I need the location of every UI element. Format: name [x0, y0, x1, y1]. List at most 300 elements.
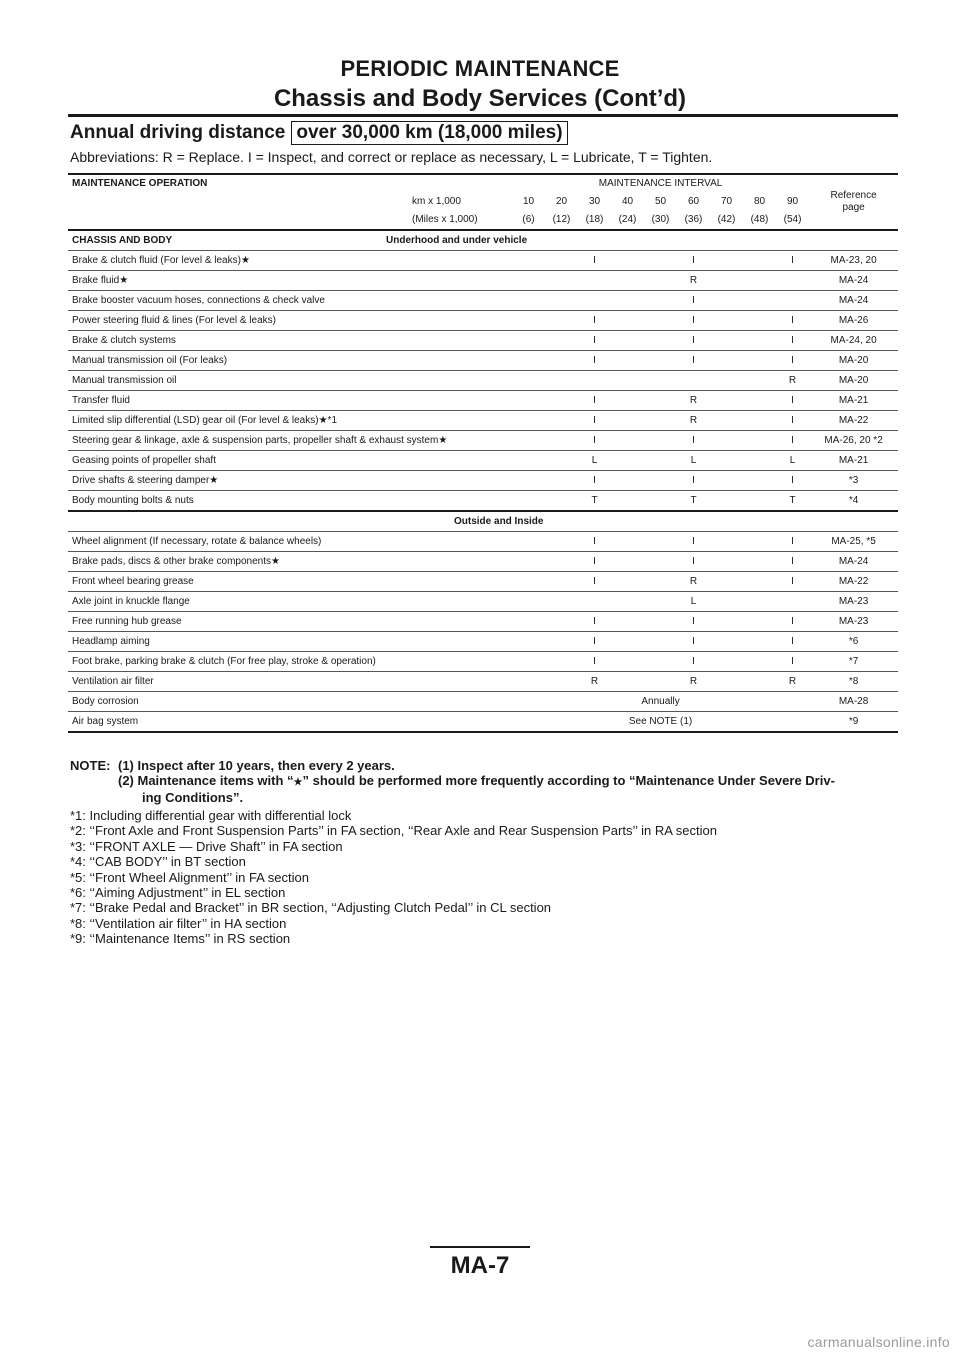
- maintenance-schedule-table: [68, 173, 898, 733]
- interval-cell: [545, 251, 578, 271]
- operation-label: Front wheel bearing grease: [72, 575, 194, 587]
- reference-cell: MA-23: [809, 612, 898, 632]
- operation-cell: [68, 291, 512, 311]
- interval-cell: [611, 411, 644, 431]
- interval-cell: [611, 592, 644, 612]
- section-header-underhood: [68, 230, 898, 251]
- interval-cell: I: [578, 351, 611, 371]
- reference-cell: MA-22: [809, 411, 898, 431]
- interval-cell: [710, 431, 743, 451]
- interval-cell: I: [776, 331, 809, 351]
- interval-cell: [512, 351, 545, 371]
- operation-label: Limited slip differential (LSD) gear oil (For level & leaks): [72, 414, 319, 426]
- interval-cell: [743, 431, 776, 451]
- reference-cell: MA-24: [809, 291, 898, 311]
- interval-cell: [743, 251, 776, 271]
- table-row: [68, 411, 898, 431]
- interval-cell: I: [578, 471, 611, 491]
- operation-cell: [68, 271, 512, 291]
- interval-cell: I: [776, 652, 809, 672]
- interval-cell: [512, 331, 545, 351]
- footnote: *2: ‘‘Front Axle and Front Suspension Parts’’ in FA section, ‘‘Rear Axle and Rear Suspension Parts’’ in RA section: [70, 823, 717, 839]
- interval-cell: [512, 291, 545, 311]
- miles-interval: (18): [585, 214, 604, 225]
- interval-cell: [743, 311, 776, 331]
- interval-cell: [743, 552, 776, 572]
- interval-cell: [545, 612, 578, 632]
- interval-cell: [545, 471, 578, 491]
- interval-cell: [644, 572, 677, 592]
- operation-cell: [68, 652, 512, 672]
- footnote: *7: ‘‘Brake Pedal and Bracket’’ in BR section, ‘‘Adjusting Clutch Pedal’’ in CL section: [70, 900, 552, 916]
- page-number-rule: [430, 1246, 530, 1248]
- operation-cell: [68, 672, 512, 692]
- interval-cell: [710, 351, 743, 371]
- interval-cell: [644, 451, 677, 471]
- operation-cell: [68, 331, 512, 351]
- table-row: [68, 491, 898, 512]
- interval-cell: [710, 672, 743, 692]
- interval-cell: [710, 371, 743, 391]
- interval-cell: I: [776, 431, 809, 451]
- interval-cell: T: [578, 491, 611, 512]
- interval-cell: [512, 592, 545, 612]
- interval-cell: [743, 411, 776, 431]
- miles-interval: (42): [717, 214, 736, 225]
- table-row: [68, 391, 898, 411]
- footnote: *9: ‘‘Maintenance Items’’ in RS section: [70, 931, 291, 947]
- interval-cell: [545, 331, 578, 351]
- interval-cell: [743, 652, 776, 672]
- interval-cell: I: [578, 652, 611, 672]
- table-row: [68, 552, 898, 572]
- reference-cell: MA-24: [809, 552, 898, 572]
- interval-cell: [611, 471, 644, 491]
- interval-cell: I: [776, 411, 809, 431]
- footnote: *3: ‘‘FRONT AXLE — Drive Shaft’’ in FA section: [70, 838, 343, 854]
- interval-cell: I: [578, 411, 611, 431]
- interval-cell: [710, 491, 743, 512]
- reference-cell: MA-25, *5: [809, 532, 898, 552]
- interval-cell: I: [578, 331, 611, 351]
- interval-cell: [644, 351, 677, 371]
- interval-cell: [743, 291, 776, 311]
- interval-cell: [743, 592, 776, 612]
- reference-cell: MA-20: [809, 371, 898, 391]
- interval-cell: See NOTE (1): [512, 712, 809, 733]
- operation-cell: [68, 572, 512, 592]
- interval-cell: [611, 371, 644, 391]
- interval-cell: I: [677, 471, 710, 491]
- interval-cell: [545, 271, 578, 291]
- table-row: [68, 431, 898, 451]
- interval-cell: [512, 411, 545, 431]
- interval-cell: [512, 471, 545, 491]
- table-row: [68, 592, 898, 612]
- reference-cell: *7: [809, 652, 898, 672]
- operation-label: Body corrosion: [68, 692, 512, 712]
- operation-cell: [68, 471, 512, 491]
- annual-distance-heading: [70, 120, 568, 146]
- interval-cell: R: [578, 672, 611, 692]
- footnote: *4: ‘‘CAB BODY’’ in BT section: [70, 854, 246, 870]
- operation-label: Wheel alignment (If necessary, rotate & balance wheels): [72, 535, 322, 547]
- interval-cell: [545, 491, 578, 512]
- header-rule: [68, 114, 898, 117]
- km-interval: 90: [786, 196, 799, 207]
- interval-cell: I: [578, 572, 611, 592]
- operation-cell: [68, 592, 512, 612]
- table-row: [68, 632, 898, 652]
- operation-label: Foot brake, parking brake & clutch (For free play, stroke & operation): [72, 655, 376, 667]
- interval-cell: [743, 572, 776, 592]
- interval-cell: I: [578, 552, 611, 572]
- interval-cell: I: [776, 311, 809, 331]
- interval-cell: [644, 471, 677, 491]
- reference-cell: MA-23: [809, 592, 898, 612]
- operation-label: Drive shafts & steering damper: [72, 474, 210, 486]
- interval-cell: [776, 271, 809, 291]
- interval-cell: [545, 411, 578, 431]
- interval-cell: [512, 491, 545, 512]
- interval-cell: I: [776, 391, 809, 411]
- interval-cell: [644, 251, 677, 271]
- interval-cell: Annually: [512, 692, 809, 712]
- operation-cell: [68, 251, 512, 271]
- interval-cell: [710, 471, 743, 491]
- footnotes-list: [70, 808, 717, 947]
- interval-cell: [743, 331, 776, 351]
- interval-cell: [611, 391, 644, 411]
- interval-cell: [644, 592, 677, 612]
- interval-cell: [743, 351, 776, 371]
- reference-cell: MA-22: [809, 572, 898, 592]
- interval-cell: I: [578, 311, 611, 331]
- note-1: (1) Inspect after 10 years, then every 2 years.: [118, 758, 395, 773]
- star-icon: ★: [438, 434, 448, 446]
- interval-cell: [743, 391, 776, 411]
- operation-label: Transfer fluid: [72, 394, 130, 406]
- interval-cell: I: [578, 532, 611, 552]
- interval-cell: [710, 612, 743, 632]
- interval-cell: [512, 652, 545, 672]
- interval-cell: T: [677, 491, 710, 512]
- reference-cell: *4: [809, 491, 898, 512]
- interval-cell: [545, 311, 578, 331]
- interval-cell: [545, 552, 578, 572]
- km-interval: 20: [555, 196, 568, 207]
- interval-cell: I: [578, 632, 611, 652]
- interval-cell: I: [776, 251, 809, 271]
- miles-interval: (12): [552, 214, 571, 225]
- interval-cell: [710, 251, 743, 271]
- operation-cell: [68, 411, 512, 431]
- table-row: [68, 331, 898, 351]
- operation-label: Brake booster vacuum hoses, connections & check valve: [72, 294, 325, 306]
- km-interval: 40: [621, 196, 634, 207]
- interval-cell: [611, 491, 644, 512]
- table-row-air-bag: [68, 712, 898, 733]
- reference-cell: MA-28: [809, 692, 898, 712]
- interval-cell: [644, 491, 677, 512]
- interval-cell: L: [677, 451, 710, 471]
- interval-cell: [611, 351, 644, 371]
- operation-label: Steering gear & linkage, axle & suspension parts, propeller shaft & exhaust system: [72, 434, 439, 446]
- interval-cell: [512, 532, 545, 552]
- footnote: *8: ‘‘Ventilation air filter’’ in HA section: [70, 915, 287, 931]
- interval-cell: I: [776, 471, 809, 491]
- interval-cell: [644, 532, 677, 552]
- interval-cell: [644, 552, 677, 572]
- annual-distance-label: Annual driving distance: [70, 122, 286, 143]
- interval-cell: [545, 672, 578, 692]
- interval-cell: [611, 431, 644, 451]
- interval-cell: [776, 291, 809, 311]
- miles-interval: (54): [783, 214, 802, 225]
- operation-label: Ventilation air filter: [72, 675, 154, 687]
- operation-label: Body mounting bolts & nuts: [72, 494, 194, 506]
- interval-cell: [512, 632, 545, 652]
- interval-cell: [512, 311, 545, 331]
- interval-cell: [710, 291, 743, 311]
- interval-cell: [710, 271, 743, 291]
- interval-cell: [545, 291, 578, 311]
- star-icon: ★: [293, 777, 303, 788]
- miles-label: (Miles x 1,000): [412, 214, 478, 225]
- interval-cell: I: [677, 652, 710, 672]
- watermark: carmanualsonline.info: [807, 1334, 950, 1350]
- interval-cell: [611, 572, 644, 592]
- interval-cell: [512, 451, 545, 471]
- reference-cell: *6: [809, 632, 898, 652]
- section-header-outside: [68, 511, 898, 532]
- page-header: [0, 54, 960, 114]
- interval-cell: [743, 271, 776, 291]
- interval-cell: [611, 532, 644, 552]
- interval-cell: [743, 491, 776, 512]
- table-row: [68, 291, 898, 311]
- operation-label: Brake & clutch systems: [72, 334, 176, 346]
- operation-cell: [68, 391, 512, 411]
- interval-cell: L: [677, 592, 710, 612]
- table-row: [68, 371, 898, 391]
- interval-cell: [545, 532, 578, 552]
- interval-cell: [578, 291, 611, 311]
- interval-cell: I: [578, 251, 611, 271]
- interval-cell: [644, 612, 677, 632]
- interval-cell: [644, 271, 677, 291]
- interval-cell: R: [776, 371, 809, 391]
- interval-cell: [776, 592, 809, 612]
- interval-cell: [611, 451, 644, 471]
- table-row: [68, 672, 898, 692]
- star-icon: ★: [240, 254, 250, 266]
- op-header: MAINTENANCE OPERATION: [68, 174, 512, 193]
- interval-cell: [743, 612, 776, 632]
- interval-cell: I: [677, 311, 710, 331]
- interval-cell: [611, 311, 644, 331]
- interval-cell: [545, 652, 578, 672]
- interval-cell: [644, 411, 677, 431]
- interval-cell: [512, 371, 545, 391]
- interval-header: MAINTENANCE INTERVAL: [512, 174, 809, 193]
- operation-label: Brake pads, discs & other brake components: [72, 555, 271, 567]
- km-interval: 50: [654, 196, 667, 207]
- miles-interval: (24): [618, 214, 637, 225]
- interval-cell: [545, 572, 578, 592]
- page-number: MA-7: [450, 1252, 510, 1279]
- interval-cell: I: [677, 351, 710, 371]
- interval-cell: [644, 291, 677, 311]
- table-row: [68, 612, 898, 632]
- interval-cell: R: [776, 672, 809, 692]
- interval-cell: [545, 351, 578, 371]
- operation-cell: [68, 632, 512, 652]
- interval-cell: I: [677, 632, 710, 652]
- reference-header: Reference page: [809, 174, 898, 230]
- interval-cell: R: [677, 672, 710, 692]
- interval-cell: I: [776, 351, 809, 371]
- interval-cell: [644, 311, 677, 331]
- interval-cell: I: [677, 331, 710, 351]
- footnote: *1: Including differential gear with differential lock: [70, 808, 352, 823]
- footnote: *5: ‘‘Front Wheel Alignment’’ in FA section: [70, 869, 309, 885]
- interval-cell: [611, 251, 644, 271]
- operation-label: Brake fluid: [72, 274, 120, 286]
- notes-block: [70, 758, 900, 805]
- interval-cell: I: [677, 612, 710, 632]
- interval-cell: [578, 371, 611, 391]
- interval-cell: [611, 632, 644, 652]
- interval-cell: [545, 451, 578, 471]
- km-interval: 60: [687, 196, 700, 207]
- table-row: [68, 451, 898, 471]
- interval-cell: [512, 612, 545, 632]
- operation-cell: [68, 552, 512, 572]
- interval-cell: [710, 532, 743, 552]
- interval-cell: [710, 411, 743, 431]
- interval-cell: [545, 431, 578, 451]
- operation-cell: [68, 431, 512, 451]
- interval-cell: I: [677, 251, 710, 271]
- interval-cell: [743, 471, 776, 491]
- interval-cell: I: [677, 532, 710, 552]
- interval-cell: I: [776, 632, 809, 652]
- operation-label: Manual transmission oil: [72, 374, 177, 386]
- footnote-ref: *1: [327, 414, 337, 426]
- operation-label: Manual transmission oil (For leaks): [72, 354, 228, 366]
- reference-cell: MA-20: [809, 351, 898, 371]
- interval-cell: I: [776, 552, 809, 572]
- interval-cell: [710, 592, 743, 612]
- operation-cell: [68, 351, 512, 371]
- operation-cell: [68, 451, 512, 471]
- star-icon: ★: [271, 555, 280, 567]
- interval-cell: [512, 251, 545, 271]
- interval-cell: L: [776, 451, 809, 471]
- interval-cell: I: [776, 612, 809, 632]
- section-left-label: CHASSIS AND BODY Underhood and under vehicle: [68, 230, 898, 251]
- interval-cell: R: [677, 271, 710, 291]
- reference-cell: *3: [809, 471, 898, 491]
- interval-cell: [743, 371, 776, 391]
- interval-cell: [710, 331, 743, 351]
- interval-cell: [611, 552, 644, 572]
- page-title: PERIODIC MAINTENANCE: [340, 56, 620, 81]
- interval-cell: [611, 291, 644, 311]
- operation-label: Axle joint in knuckle flange: [72, 595, 190, 607]
- reference-cell: MA-24: [809, 271, 898, 291]
- interval-cell: [743, 672, 776, 692]
- operation-label: Power steering fluid & lines (For level & leaks): [72, 314, 276, 326]
- table-row: [68, 251, 898, 271]
- interval-cell: [512, 431, 545, 451]
- interval-cell: [512, 552, 545, 572]
- interval-cell: [611, 672, 644, 692]
- operation-label: Geasing points of propeller shaft: [72, 454, 216, 466]
- km-interval: 70: [720, 196, 733, 207]
- reference-cell: MA-23, 20: [809, 251, 898, 271]
- interval-cell: [512, 572, 545, 592]
- interval-cell: I: [677, 291, 710, 311]
- interval-cell: [512, 391, 545, 411]
- interval-cell: R: [677, 411, 710, 431]
- miles-interval: (48): [750, 214, 769, 225]
- km-interval: 30: [588, 196, 601, 207]
- miles-interval: (30): [651, 214, 670, 225]
- interval-cell: [545, 592, 578, 612]
- interval-cell: R: [677, 391, 710, 411]
- annual-distance-value: over 30,000 km (18,000 miles): [291, 121, 567, 145]
- interval-cell: [677, 371, 710, 391]
- miles-interval: (6): [522, 214, 535, 225]
- header-row-km: [68, 193, 898, 211]
- footnote: *6: ‘‘Aiming Adjustment’’ in EL section: [70, 885, 286, 901]
- km-interval: 10: [522, 196, 535, 207]
- table-row: [68, 311, 898, 331]
- interval-cell: [644, 331, 677, 351]
- table-row: [68, 351, 898, 371]
- interval-cell: [644, 652, 677, 672]
- table-row: [68, 652, 898, 672]
- operation-cell: [68, 371, 512, 391]
- table-row: [68, 572, 898, 592]
- operation-label: Brake & clutch fluid (For level & leaks): [72, 254, 241, 266]
- interval-cell: I: [578, 612, 611, 632]
- interval-cell: [710, 311, 743, 331]
- interval-cell: [743, 532, 776, 552]
- km-label: km x 1,000: [412, 196, 461, 207]
- interval-cell: R: [677, 572, 710, 592]
- interval-cell: T: [776, 491, 809, 512]
- interval-cell: [644, 371, 677, 391]
- interval-cell: [512, 271, 545, 291]
- reference-cell: MA-21: [809, 391, 898, 411]
- table-row: [68, 271, 898, 291]
- interval-cell: [545, 632, 578, 652]
- note-2: (2) Maintenance items with “★” should be performed more frequently according to “Maintenance Under Severe Driv-: [118, 773, 835, 788]
- interval-cell: I: [776, 532, 809, 552]
- interval-cell: [512, 672, 545, 692]
- reference-cell: *8: [809, 672, 898, 692]
- operation-cell: [68, 612, 512, 632]
- interval-cell: I: [677, 552, 710, 572]
- interval-cell: [710, 451, 743, 471]
- page-subtitle: Chassis and Body Services (Cont’d): [273, 85, 687, 112]
- reference-cell: MA-26: [809, 311, 898, 331]
- interval-cell: [545, 371, 578, 391]
- interval-cell: [611, 271, 644, 291]
